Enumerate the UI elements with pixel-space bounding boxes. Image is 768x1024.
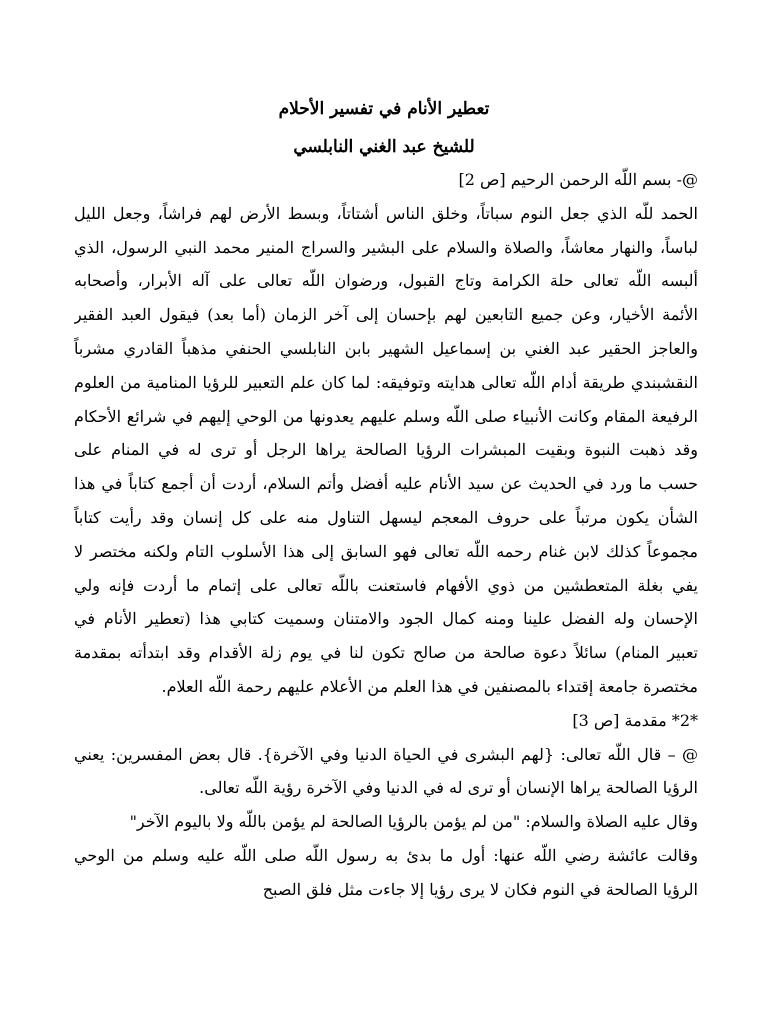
body-line: والعاجز الحقير عبد الغني بن إسماعيل الشهير بابن النابلسي الحنفي مذهباً القادري مشرباً [74,338,698,358]
body-line: لباساً، والنهار معاشاً، والصلاة والسلام على البشير والسراج المنير محمد النبي الرسول، الذي [74,237,698,257]
body-line: الحمد للّه الذي جعل النوم سباتاً، وخلق الناس أشتاتاً، وبسط الأرض لهم فراشاً، وجعل الليل [74,203,698,223]
body-line: النقشبندي طريقة أدام اللّه تعالى هدايته وتوفيقه: لما كان علم التعبير للرؤيا المنامية من العلوم [74,372,698,392]
body-line: مجموعاً كذلك لابن غنام رحمه اللّه تعالى فهو السابق إلى هذا الأسلوب التام ولكنه مختصر لا [74,541,698,561]
document-title: تعطير الأنام في تفسير الأحلام [278,99,490,119]
body-line: الرؤيا الصالحة يراها الإنسان أو ترى له في الدنيا وفي الآخرة رؤية اللّه تعالى. [199,778,698,798]
body-line: الرفيعة المقام وكانت الأنبياء صلى اللّه وسلم عليهم يعدونها من الوحي إليهم في شرائع الأحكام [74,406,698,426]
body-line: يفي بغلة المتعطشين من ذوي الأفهام فاستعنت باللّه تعالى على إتمام ما أردت فإنه ولي [74,575,698,595]
document-author: للشيخ عبد الغني النابلسي [293,137,475,157]
body-line: الأئمة الأخيار، وعن جميع التابعين لهم بإحسان إلى آخر الزمان (أما بعد) فيقول العبد الفقير [74,305,698,325]
body-line: مختصرة جامعة إقتداء بالمصنفين في هذا العلم من الأعلام عليهم رحمة اللّه العلام. [161,676,698,696]
body-line: @- بسم اللّه الرحمن الرحيم [ص 2] [458,170,698,189]
body-line: وقالت عائشة رضي اللّه عنها: أول ما بدئ به رسول اللّه صلى اللّه عليه وسلم من الوحي [74,845,698,865]
body-line: حسب ما ورد في الحديث عن سيد الأنام عليه أفضل وأتم السلام، أردت أن أجمع كتاباً في هذا [74,474,698,494]
body-line: الإحسان وله الفضل علينا ومنه كمال الجود والامتنان وسميت كتابي هذا (تعطير الأنام في [74,609,698,629]
body-line: @ – قال اللّه تعالى: {لهم البشرى في الحياة الدنيا وفي الآخرة}. قال بعض المفسرين: يعني [74,744,698,764]
section-heading: *2* مقدمة [ص 3] [572,710,698,730]
body-line: ألبسه اللّه تعالى حلة الكرامة وتاج القبول، ورضوان اللّه تعالى على آله الأبرار، وأصحابه [74,271,698,291]
document-body [74,163,698,907]
body-line: وقد ذهبت النبوة وبقيت المبشرات الرؤيا الصالحة يراها الرجل أو ترى له في المنام على [74,440,698,460]
body-line: وقال عليه الصلاة والسلام: "من لم يؤمن بالرؤيا الصالحة لم يؤمن باللّه ولا باليوم الآخر" [129,812,698,832]
body-line: تعبير المنام) سائلاً دعوة صالحة من صالح تكون لنا في يوم زلة الأقدام وقد ابتدأته بمقدمة [74,643,698,663]
body-line: الرؤيا الصالحة في النوم فكان لا يرى رؤيا إلا جاءت مثل فلق الصبح [262,879,698,899]
body-line: الشأن يكون مرتباً على حروف المعجم ليسهل التناول منه على كل إنسان وقد رأيت كتاباً [74,507,698,527]
